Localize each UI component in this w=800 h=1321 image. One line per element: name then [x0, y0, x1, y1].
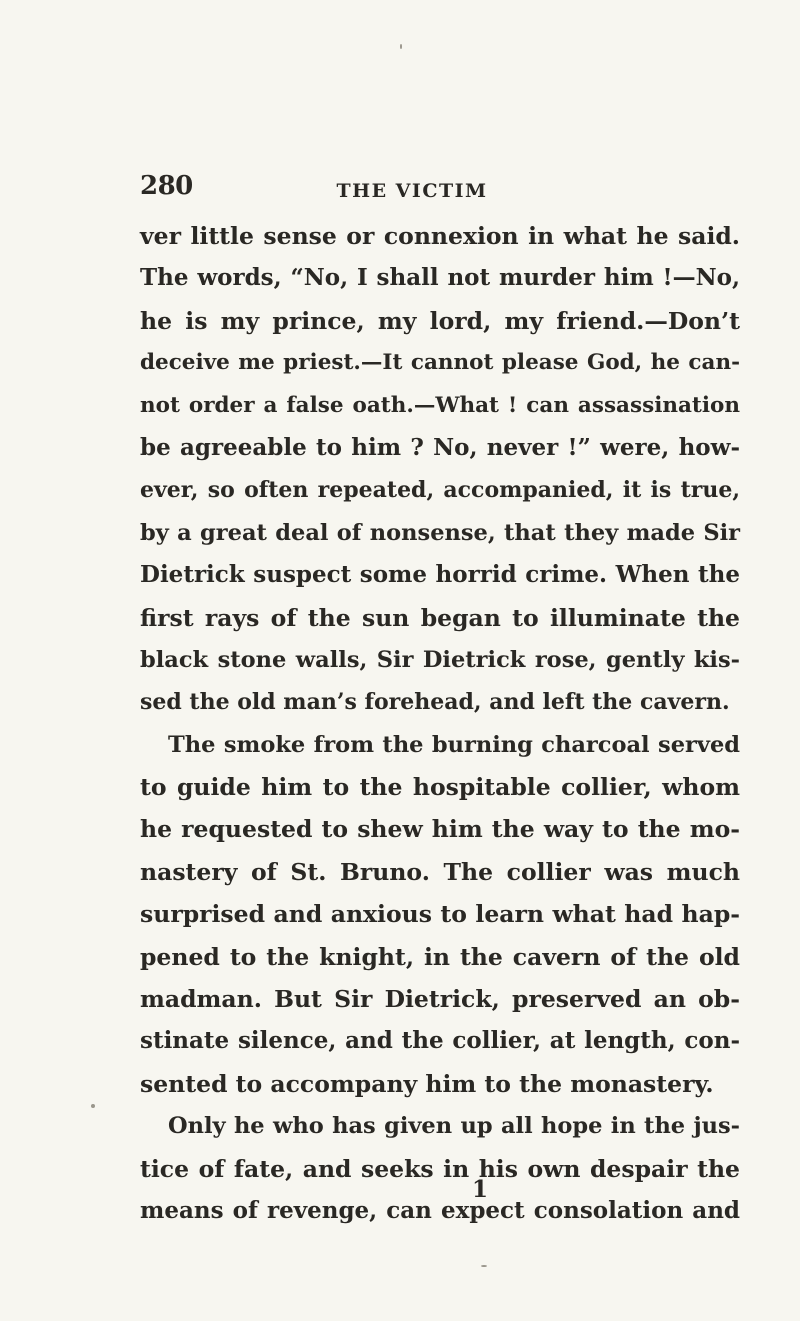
- text-line: tice of fate, and seeks in his own despair the: [140, 1154, 740, 1183]
- signature-mark: 1: [471, 1176, 488, 1203]
- text-line: madman. But Sir Dietrick, preserved an ob-: [140, 985, 740, 1014]
- text-line: sented to accompany him to the monastery.: [140, 1069, 714, 1098]
- text-line: ever, so often repeated, accompanied, it is true,: [140, 477, 740, 504]
- text-line: means of revenge, can expect consolation and: [140, 1196, 740, 1224]
- paper-speck: [481, 1265, 487, 1267]
- text-line: first rays of the sun began to illuminate the: [140, 603, 740, 632]
- text-line: surprised and anxious to learn what had hap-: [140, 900, 740, 929]
- text-line: sed the old man’s forehead, and left the cavern.: [140, 689, 730, 716]
- running-head: THE VICTIM: [336, 180, 488, 202]
- text-line: Only he who has given up all hope in the jus-: [168, 1113, 740, 1140]
- text-line: to guide him to the hospitable collier, whom: [140, 773, 740, 802]
- text-line: he requested to shew him the way to the mo-: [140, 815, 740, 844]
- text-line: The words, “No, I shall not murder him !—No,: [140, 264, 740, 292]
- text-line: by a great deal of nonsense, that they made Sir: [140, 519, 740, 546]
- text-line: stinate silence, and the collier, at length, con-: [140, 1027, 740, 1055]
- text-line: be agreeable to him ? No, never !” were, how-: [140, 433, 740, 461]
- text-line: nastery of St. Bruno. The collier was much: [140, 857, 740, 886]
- text-line: The smoke from the burning charcoal served: [168, 731, 740, 758]
- text-line: not order a false oath.—What ! can assassination: [140, 392, 740, 418]
- text-line: he is my prince, my lord, my friend.—Don’t: [140, 306, 740, 335]
- body-text: [140, 215, 740, 1232]
- text-line: deceive me priest.—It cannot please God, he can-: [140, 350, 740, 376]
- paper-speck: [400, 44, 402, 49]
- text-line: ver little sense or connexion in what he said.: [140, 222, 740, 250]
- paper-speck: [91, 1104, 95, 1108]
- page-number: 280: [140, 171, 193, 201]
- text-line: black stone walls, Sir Dietrick rose, gently kis-: [140, 646, 740, 673]
- text-line: pened to the knight, in the cavern of the old: [140, 942, 740, 971]
- text-line: Dietrick suspect some horrid crime. When the: [140, 561, 740, 589]
